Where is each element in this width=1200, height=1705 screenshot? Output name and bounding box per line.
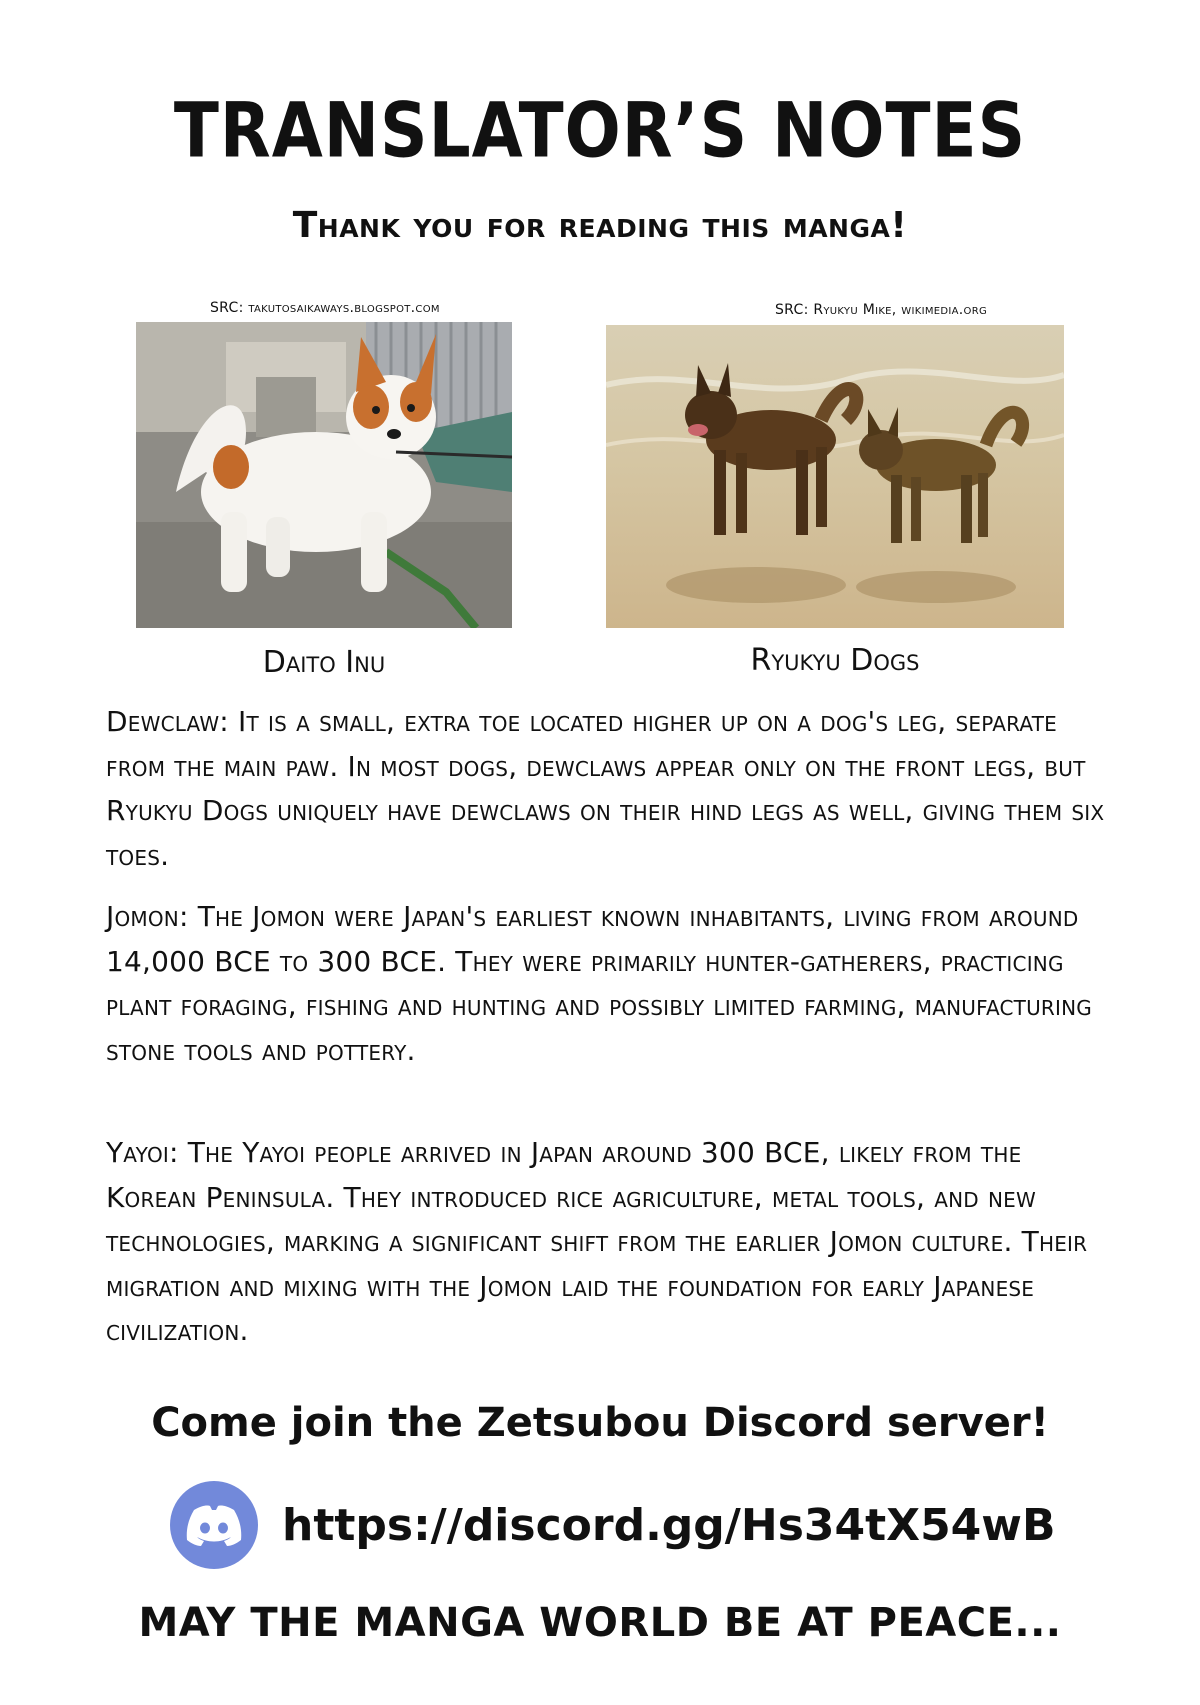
discord-invite-link[interactable]: https://discord.gg/Hs34tX54wB — [282, 1499, 1056, 1551]
page-title: TRANSLATOR’S NOTES — [173, 86, 1027, 175]
note-dewclaw: Dewclaw: It is a small, extra toe located higher up on a dog's leg, separate from the main paw. In most dogs, dewclaws appear only on the front legs, but Ryukyu Dogs uniquely have dewclaws on their hind legs as well, giving them six toes. — [106, 705, 1105, 872]
closing-message: MAY THE MANGA WORLD BE AT PEACE... — [138, 1600, 1062, 1646]
photo-source-daito: SRC: takutosaikaways.blogspot.com — [210, 300, 440, 316]
discord-logo-icon — [170, 1481, 258, 1569]
photo-source-ryukyu: SRC: Ryukyu Mike, wikimedia.org — [775, 302, 987, 318]
ryukyu-dogs-photo — [606, 325, 1064, 628]
discord-heading: Come join the Zetsubou Discord server! — [151, 1400, 1049, 1446]
page-subtitle: Thank you for reading this manga! — [292, 205, 908, 246]
photo-caption-ryukyu: Ryukyu Dogs — [750, 643, 920, 678]
note-jomon: Jomon: The Jomon were Japan's earliest known inhabitants, living from around 14,000 BCE to 300 BCE. They were primarily hunter-gatherers, practicing plant foraging, fishing and hunting and possibly limited farming, manufacturing stone tools and pottery. — [106, 900, 1092, 1067]
discord-link-row[interactable] — [170, 1480, 1055, 1570]
photo-caption-daito: Daito Inu — [262, 645, 386, 680]
note-yayoi: Yayoi: The Yayoi people arrived in Japan around 300 BCE, likely from the Korean Peninsula. They introduced rice agriculture, metal tools, and new technologies, marking a significant shift from the earlier Jomon culture. Their migration and mixing with the Jomon laid the foundation for early Japanese civilization. — [106, 1136, 1088, 1347]
daito-inu-photo — [136, 322, 512, 628]
